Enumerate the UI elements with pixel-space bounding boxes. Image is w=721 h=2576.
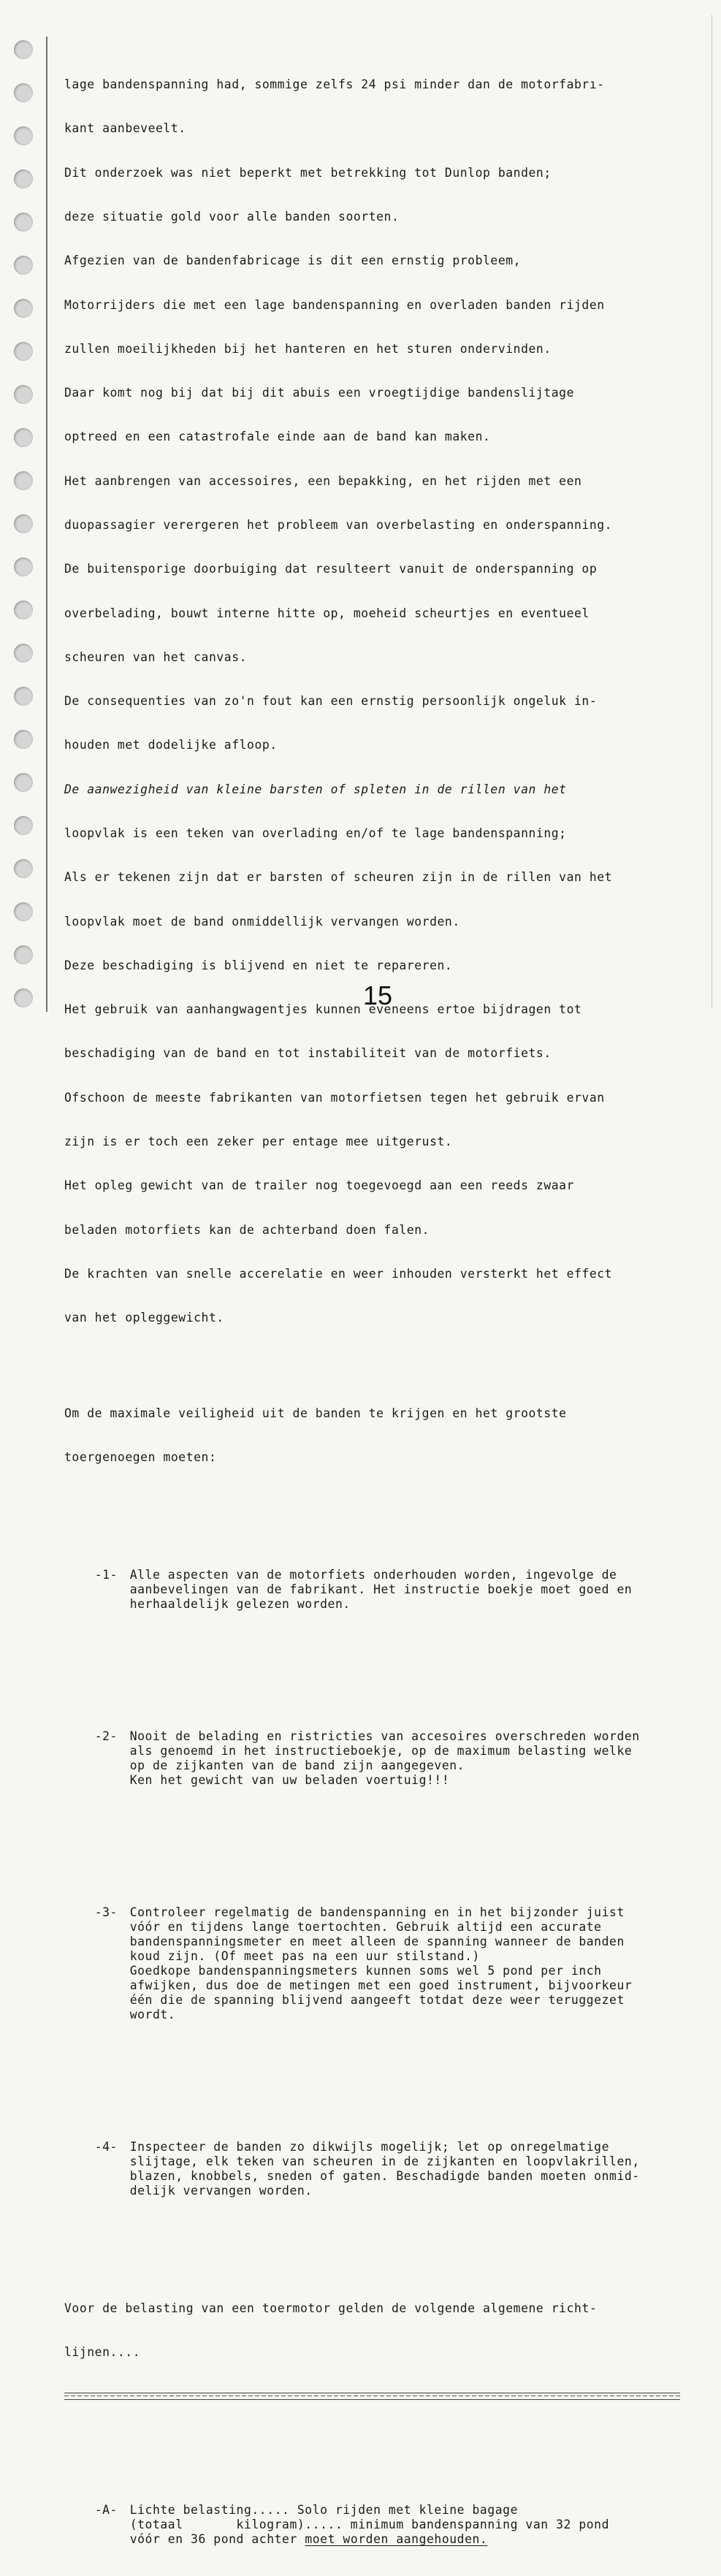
item-number: -1- — [94, 1567, 118, 1582]
spacer — [64, 1369, 680, 1376]
punch-hole — [14, 385, 33, 404]
item-number: -3- — [94, 1905, 118, 1919]
text-line: houden met dodelijke afloop. — [64, 738, 278, 752]
text-line: De krachten van snelle accerelatie en weer inhouden versterkt het effect — [64, 1266, 613, 1281]
guideline-line: Voor de belasting van een toermotor gelden de volgende algemene richt- — [64, 2301, 598, 2315]
list-item-3 — [64, 1890, 680, 2037]
punch-hole — [14, 299, 33, 318]
text-line: duopassagier verergeren het probleem van overbelasting en onderspanning. — [64, 518, 613, 532]
guideline-line: lijnen.... — [64, 2345, 141, 2360]
text-line: beladen motorfiets kan de achterband doen falen. — [64, 1222, 430, 1237]
item-line: aanbevelingen van de fabrikant. Het instructie boekje moet goed en — [129, 1582, 633, 1596]
item-line: Inspecteer de banden zo dikwijls mogelijk; let op onregelmatige — [129, 2139, 610, 2154]
punch-hole — [14, 40, 33, 59]
item-line: Ken het gewicht van uw beladen voertuig!!! — [129, 1772, 450, 1787]
item-number: -2- — [94, 1729, 118, 1743]
item-line: Nooit de belading en ristricties van accesoires overschreden worden — [129, 1729, 640, 1743]
text-line: scheuren van het canvas. — [64, 649, 248, 664]
intro-line: Om de maximale veiligheid uit de banden te krijgen en het grootste — [64, 1406, 567, 1420]
punch-hole — [14, 644, 33, 663]
punch-hole — [14, 256, 33, 275]
punch-hole — [14, 902, 33, 921]
list-item-2 — [64, 1714, 680, 1802]
spacer — [64, 1509, 680, 1523]
text-line: Afgezien van de bandenfabricage is dit een ernstig probleem, — [64, 254, 522, 268]
item-line: wordt. — [129, 2008, 176, 2022]
text-line: Motorrijders die met een lage bandenspanning en overladen banden rijden — [64, 297, 605, 312]
punch-hole — [14, 601, 33, 620]
item-line: Controleer regelmatig de bandenspanning en in het bijzonder juist — [129, 1905, 625, 1919]
text-line: van het opleggewicht. — [64, 1311, 224, 1325]
item-line — [130, 2532, 609, 2547]
punch-hole — [14, 557, 33, 576]
item-body — [130, 2503, 609, 2547]
item-body — [130, 2140, 640, 2198]
text-line: Het gebruik van aanhangwagentjes kunnen eveneens ertoe bijdragen tot — [64, 1002, 582, 1017]
item-body — [130, 1729, 640, 1788]
item-line: koud zijn. (Of meet pas na een uur stilstand.) — [129, 1948, 480, 1963]
text-line: Ofschoon de meeste fabrikanten van motorfietsen tegen het gebruik ervan — [64, 1090, 605, 1105]
text-line: zijn is er toch een zeker per entage mee uitgerust. — [64, 1134, 453, 1148]
item-line: (totaal kilogram)..... minimum bandenspanning van 32 pond — [129, 2518, 610, 2532]
spacer — [64, 2444, 680, 2459]
item-line: afwijken, dus doe de metingen met een goed instrument, bijvoorkeur — [129, 1978, 633, 1992]
item-line: blazen, knobbels, sneden of gaten. Beschadigde banden moeten onmid- — [129, 2169, 640, 2184]
item-line: bandenspanningsmeter en meet alleen de spanning wanneer de banden — [129, 1934, 625, 1948]
intro-line: toergenoegen moeten: — [64, 1449, 217, 1464]
item-text: vóór en 36 pond achter — [129, 2532, 305, 2547]
punch-hole — [14, 773, 33, 792]
punch-hole — [14, 126, 33, 145]
text-line: loopvlak moet de band onmiddellijk vervangen worden. — [64, 914, 460, 929]
text-line: optreed en een catastrofale einde aan de band kan maken. — [64, 430, 491, 444]
page-number: 15 — [363, 980, 393, 1010]
punch-hole — [14, 342, 33, 361]
separator-rule — [64, 2393, 680, 2400]
item-line: slijtage, elk teken van scheuren in de zijkanten en loopvlakrillen, — [129, 2154, 640, 2169]
punch-holes — [0, 0, 44, 1024]
text-line: beschadiging van de band en tot instabiliteit van de motorfiets. — [64, 1046, 552, 1061]
item-number: -A- — [94, 2503, 118, 2517]
spacer — [64, 1846, 680, 1861]
text-line: Dit onderzoek was niet beperkt met betrekking tot Dunlop banden; — [64, 165, 552, 180]
punch-hole — [14, 514, 33, 533]
text-line: De buitensporige doorbuiging dat resulteert vanuit de onderspanning op — [64, 562, 598, 576]
spacer — [64, 1670, 680, 1685]
item-number: -4- — [94, 2139, 118, 2154]
item-line: als genoemd in het instructieboekje, op de maximum belasting welke — [129, 1743, 633, 1758]
punch-hole — [14, 988, 33, 1007]
item-line: herhaaldelijk gelezen worden. — [129, 1596, 351, 1611]
text-line: loopvlak is een teken van overlading en/of te lage bandenspanning; — [64, 826, 567, 840]
italic-line: De aanwezigheid van kleine barsten of spleten in de rillen van het — [64, 782, 567, 796]
text-line: zullen moeilijkheden bij het hanteren en het sturen ondervinden. — [64, 341, 552, 356]
spacer — [64, 2081, 680, 2096]
item-line: op de zijkanten van de band zijn aangegeven. — [129, 1758, 465, 1772]
punch-hole — [14, 83, 33, 102]
punch-hole — [14, 816, 33, 835]
punch-hole — [14, 859, 33, 878]
item-line: Lichte belasting..... Solo rijden met kleine bagage — [129, 2503, 519, 2517]
text-line: Het opleg gewicht van de trailer nog toegevoegd aan een reeds zwaar — [64, 1178, 575, 1193]
underlined-text: moet worden aangehouden. — [305, 2532, 488, 2547]
punch-hole — [14, 169, 33, 188]
punch-hole — [14, 730, 33, 749]
punch-hole — [14, 471, 33, 490]
punch-hole — [14, 213, 33, 232]
item-line: Alle aspecten van de motorfiets onderhouden worden, ingevolge de — [129, 1567, 617, 1582]
margin-line — [46, 37, 47, 1012]
text-line: lage bandenspanning had, sommige zelfs 24 psi minder dan de motorfabrı- — [64, 77, 605, 92]
punch-hole — [14, 428, 33, 447]
list-item-4 — [64, 2125, 680, 2214]
item-body — [130, 1905, 633, 2023]
list-item-a — [64, 2488, 680, 2561]
text-line: De consequenties van zo'n fout kan een ernstig persoonlijk ongeluk in- — [64, 694, 598, 709]
text-line: overbelading, bouwt interne hitte op, moeheid scheurtjes en eventueel — [64, 606, 590, 620]
text-line: deze situatie gold voor alle banden soorten. — [64, 210, 400, 224]
text-line: Daar komt nog bij dat bij dit abuis een vroegtijdige bandenslijtage — [64, 386, 575, 400]
text-line: Het aanbrengen van accessoires, een bepakking, en het rijden met een — [64, 473, 582, 488]
list-item-1 — [64, 1552, 680, 1626]
punch-hole — [14, 687, 33, 706]
item-line: Goedkope bandenspanningsmeters kunnen soms wel 5 pond per inch — [129, 1963, 602, 1978]
document-body — [64, 48, 680, 2576]
spacer — [64, 2257, 680, 2272]
punch-hole — [14, 945, 33, 964]
item-line: één die de spanning blijvend aangeeft totdat deze weer teruggezet — [129, 1993, 625, 2008]
text-line: Deze beschadiging is blijvend en niet te repareren. — [64, 958, 453, 972]
item-line: delijk vervangen worden. — [129, 2184, 313, 2198]
item-line: vóór en tijdens lange toertochten. Gebruik altijd een accurate — [129, 1919, 602, 1934]
item-body — [130, 1568, 633, 1612]
text-line: Als er tekenen zijn dat er barsten of scheuren zijn in de rillen van het — [64, 870, 613, 885]
text-line: kant aanbeveelt. — [64, 121, 186, 136]
